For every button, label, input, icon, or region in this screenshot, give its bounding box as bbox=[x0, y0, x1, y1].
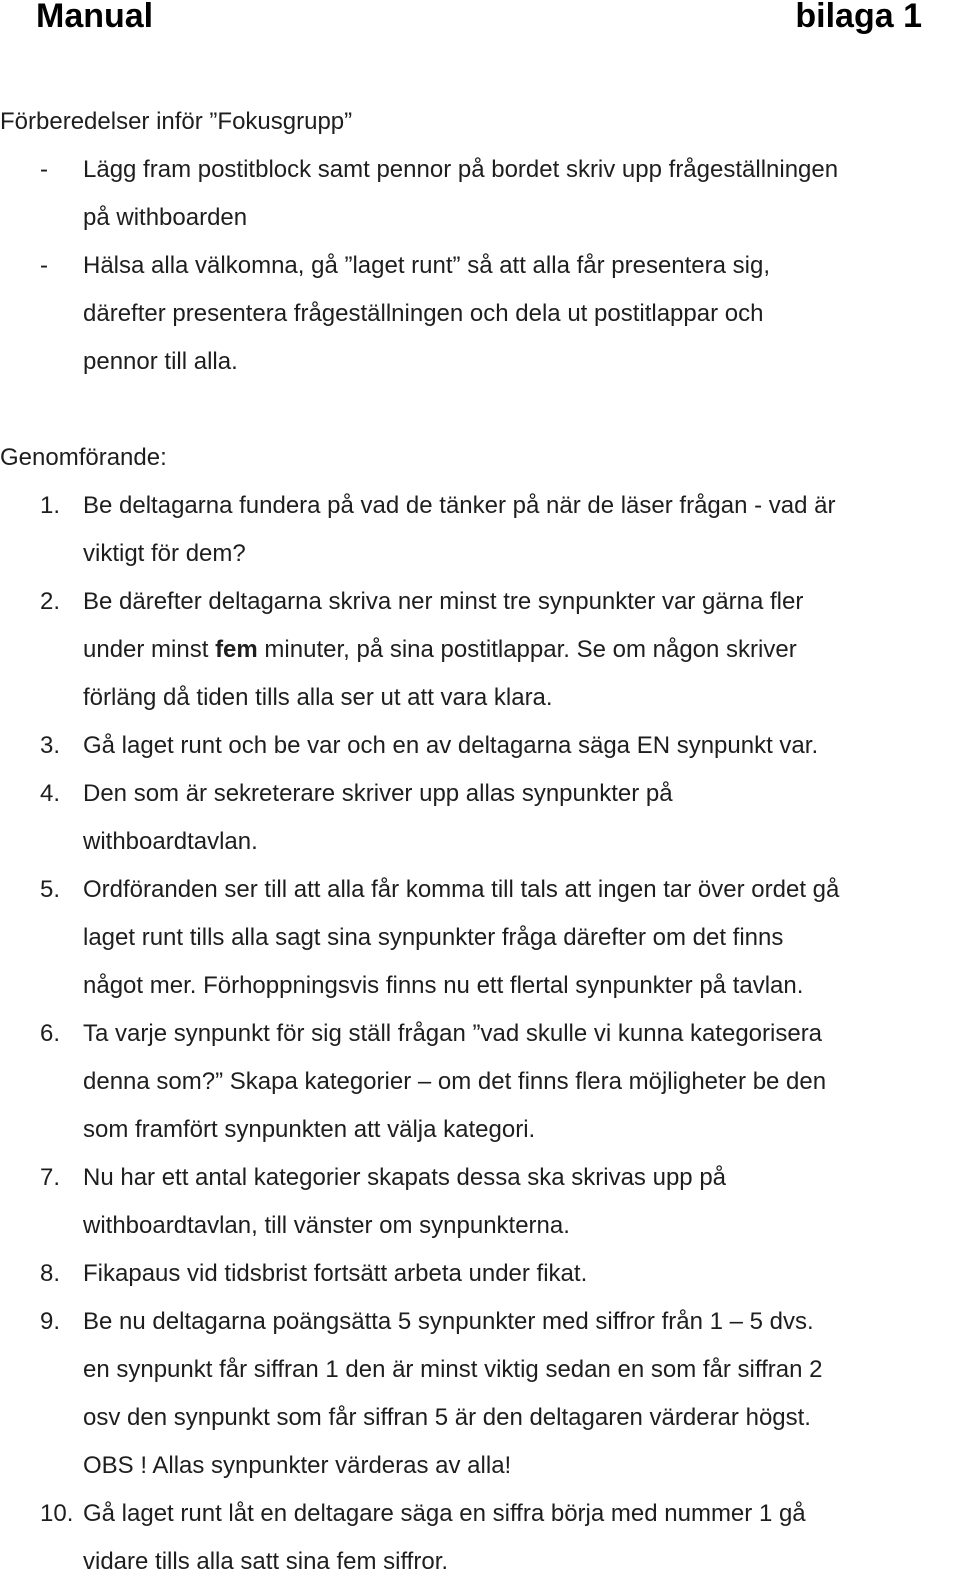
document-title: Manual bbox=[36, 0, 154, 35]
item-number: 10. bbox=[40, 1500, 74, 1527]
item-number: 2. bbox=[40, 588, 61, 615]
page-header bbox=[0, 0, 960, 40]
text-line: Be nu deltagarna poängsätta 5 synpunkter med siffror från 1 – 5 dvs. bbox=[83, 1308, 814, 1335]
text-line: pennor till alla. bbox=[83, 348, 238, 375]
text-line: Be deltagarna fundera på vad de tänker på när de läser frågan - vad är bbox=[83, 492, 836, 519]
text-line: denna som?” Skapa kategorier – om det finns flera möjligheter be den bbox=[83, 1068, 827, 1095]
text-line: Lägg fram postitblock samt pennor på bordet skriv upp frågeställningen bbox=[83, 156, 839, 183]
bullet-marker: - bbox=[40, 156, 48, 183]
text-line: något mer. Förhoppningsvis finns nu ett flertal synpunkter på tavlan. bbox=[83, 972, 804, 999]
text-fragment: under minst bbox=[83, 636, 216, 663]
step-4 bbox=[83, 770, 960, 866]
item-number: 7. bbox=[40, 1164, 61, 1191]
step-9 bbox=[83, 1298, 960, 1490]
text-line: Gå laget runt låt en deltagare säga en siffra börja med nummer 1 gå bbox=[83, 1500, 806, 1527]
text-line: Den som är sekreterare skriver upp allas synpunkter på bbox=[83, 780, 673, 807]
text-line: en synpunkt får siffran 1 den är minst viktig sedan en som får siffran 2 bbox=[83, 1356, 823, 1383]
step-10 bbox=[83, 1490, 960, 1586]
prep-heading: Förberedelser inför ”Fokusgrupp” bbox=[0, 108, 353, 135]
item-number: 4. bbox=[40, 780, 61, 807]
text-line: laget runt tills alla sagt sina synpunkter fråga därefter om det finns bbox=[83, 924, 784, 951]
bullet-marker: - bbox=[40, 252, 48, 279]
prep-bullet-2 bbox=[83, 242, 960, 386]
step-7 bbox=[83, 1154, 960, 1250]
text-line: viktigt för dem? bbox=[83, 540, 246, 567]
text-line: på withboarden bbox=[83, 204, 248, 231]
item-number: 6. bbox=[40, 1020, 61, 1047]
step-8 bbox=[83, 1250, 960, 1298]
text-line: förläng då tiden tills alla ser ut att vara klara. bbox=[83, 684, 553, 711]
text-line: som framfört synpunkten att välja kategori. bbox=[83, 1116, 536, 1143]
item-number: 9. bbox=[40, 1308, 61, 1335]
execution-heading: Genomförande: bbox=[0, 444, 167, 471]
step-2 bbox=[83, 578, 960, 722]
text-line: withboardtavlan, till vänster om synpunkterna. bbox=[83, 1212, 570, 1239]
text-line: Gå laget runt och be var och en av deltagarna säga EN synpunkt var. bbox=[83, 732, 819, 759]
text-line: Be därefter deltagarna skriva ner minst tre synpunkter var gärna fler bbox=[83, 588, 804, 615]
appendix-label: bilaga 1 bbox=[795, 0, 922, 35]
step-1 bbox=[83, 482, 960, 578]
text-line: Hälsa alla välkomna, gå ”laget runt” så att alla får presentera sig, bbox=[83, 252, 771, 279]
item-number: 1. bbox=[40, 492, 61, 519]
item-number: 3. bbox=[40, 732, 61, 759]
text-line: OBS ! Allas synpunkter värderas av alla! bbox=[83, 1452, 512, 1479]
step-6 bbox=[83, 1010, 960, 1154]
item-number: 5. bbox=[40, 876, 61, 903]
text-line: Ordföranden ser till att alla får komma till tals att ingen tar över ordet gå bbox=[83, 876, 840, 903]
text-line: vidare tills alla satt sina fem siffror. bbox=[83, 1548, 449, 1575]
step-5 bbox=[83, 866, 960, 1010]
emphasis-text: fem bbox=[215, 636, 258, 663]
text-line: Nu har ett antal kategorier skapats dessa ska skrivas upp på bbox=[83, 1164, 727, 1191]
step-3 bbox=[83, 722, 960, 770]
text-fragment: minuter, på sina postitlappar. Se om någon skriver bbox=[257, 636, 797, 663]
text-line: osv den synpunkt som får siffran 5 är den deltagaren värderar högst. bbox=[83, 1404, 811, 1431]
text-line: därefter presentera frågeställningen och dela ut postitlappar och bbox=[83, 300, 764, 327]
item-number: 8. bbox=[40, 1260, 61, 1287]
prep-bullet-1 bbox=[83, 146, 960, 242]
text-line: Fikapaus vid tidsbrist fortsätt arbeta under fikat. bbox=[83, 1260, 588, 1287]
text-line bbox=[83, 626, 960, 674]
text-line: Ta varje synpunkt för sig ställ frågan ”vad skulle vi kunna kategorisera bbox=[83, 1020, 823, 1047]
text-line: withboardtavlan. bbox=[83, 828, 258, 855]
